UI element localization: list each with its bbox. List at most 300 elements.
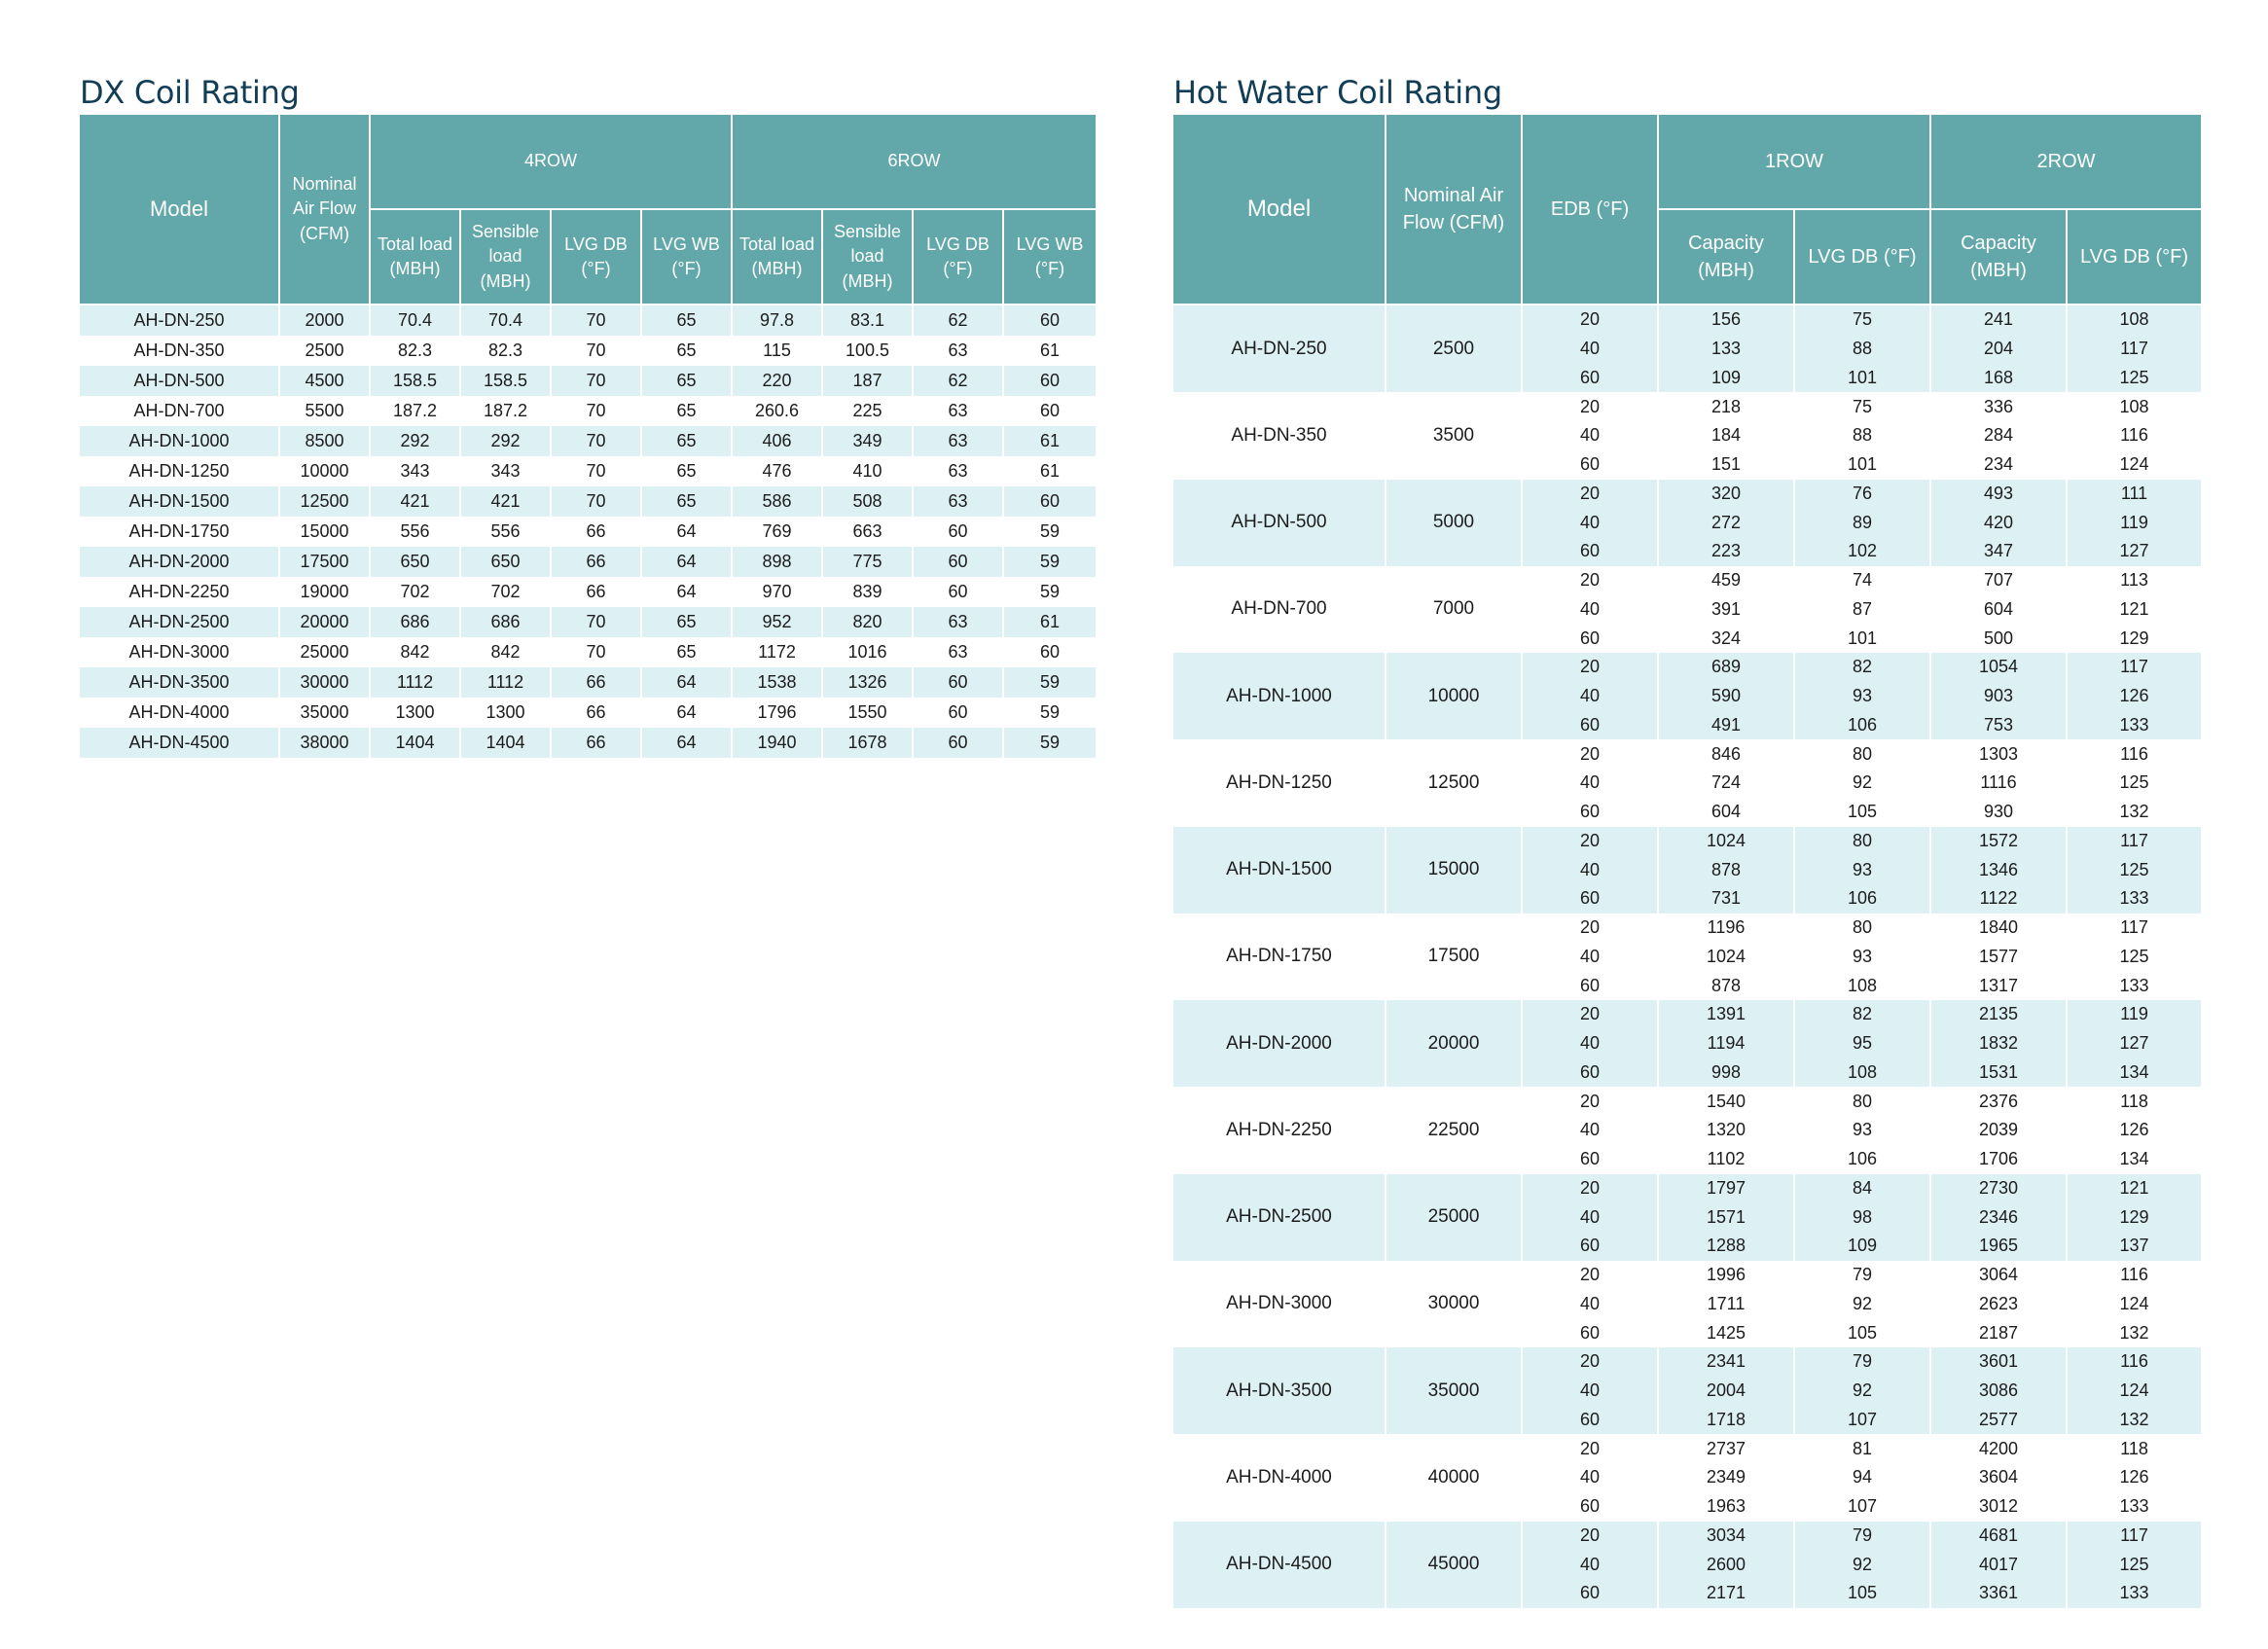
hw-cell-1row-capacity: 724 <box>1658 769 1794 798</box>
dx-cell-4row-lvg-db: 66 <box>551 577 641 607</box>
dx-cell-6row-lvg-wb: 60 <box>1003 396 1096 426</box>
dx-cell-6row-sensible-load: 1550 <box>822 698 913 728</box>
hot-water-coil-rating-table <box>1173 115 2201 1608</box>
dx-cell-model: AH-DN-1000 <box>80 426 279 456</box>
dx-cell-6row-total-load: 769 <box>732 517 822 547</box>
table-row <box>1173 914 2201 943</box>
hw-cell-2row-capacity: 1531 <box>1930 1058 2067 1088</box>
dx-cell-air-flow: 8500 <box>279 426 370 456</box>
hw-cell-2row-lvg-db: 116 <box>2067 421 2201 450</box>
hw-cell-1row-lvg-db: 106 <box>1794 884 1930 914</box>
hw-cell-2row-capacity: 168 <box>1930 364 2067 393</box>
table-row <box>1173 392 2201 421</box>
table-row <box>80 607 1096 637</box>
dx-cell-air-flow: 30000 <box>279 667 370 698</box>
hw-cell-1row-capacity: 2737 <box>1658 1434 1794 1463</box>
hw-cell-2row-capacity: 1122 <box>1930 884 2067 914</box>
dx-cell-6row-sensible-load: 508 <box>822 486 913 517</box>
hw-cell-edb: 60 <box>1522 971 1658 1000</box>
hw-cell-model: AH-DN-3500 <box>1173 1347 1386 1434</box>
dx-cell-4row-lvg-db: 70 <box>551 336 641 366</box>
dx-cell-4row-lvg-db: 70 <box>551 426 641 456</box>
dx-cell-6row-sensible-load: 1016 <box>822 637 913 667</box>
hw-cell-2row-lvg-db: 127 <box>2067 537 2201 566</box>
hw-cell-air-flow: 2500 <box>1386 305 1522 392</box>
dx-cell-air-flow: 12500 <box>279 486 370 517</box>
hw-cell-2row-capacity: 1317 <box>1930 971 2067 1000</box>
hw-cell-edb: 60 <box>1522 1145 1658 1174</box>
dx-cell-4row-sensible-load: 686 <box>460 607 551 637</box>
hw-cell-edb: 20 <box>1522 739 1658 769</box>
table-row <box>80 426 1096 456</box>
hw-cell-1row-lvg-db: 101 <box>1794 624 1930 653</box>
hw-cell-model: AH-DN-1500 <box>1173 827 1386 914</box>
hw-cell-2row-lvg-db: 134 <box>2067 1058 2201 1088</box>
dx-cell-6row-lvg-db: 63 <box>913 396 1003 426</box>
hw-cell-1row-capacity: 1797 <box>1658 1174 1794 1203</box>
dx-cell-4row-sensible-load: 187.2 <box>460 396 551 426</box>
hw-cell-2row-capacity: 420 <box>1930 508 2067 537</box>
hw-cell-2row-lvg-db: 132 <box>2067 1406 2201 1435</box>
hw-cell-1row-capacity: 1425 <box>1658 1318 1794 1347</box>
dx-cell-4row-sensible-load: 70.4 <box>460 305 551 336</box>
dx-subheader-lvg-db: LVG DB (°F) <box>551 209 641 305</box>
hw-header-2row: 2ROW <box>1930 115 2201 209</box>
hw-cell-edb: 40 <box>1522 1463 1658 1492</box>
hw-cell-air-flow: 25000 <box>1386 1174 1522 1261</box>
dx-cell-6row-lvg-wb: 61 <box>1003 426 1096 456</box>
dx-cell-4row-sensible-load: 158.5 <box>460 366 551 396</box>
hw-cell-2row-capacity: 4681 <box>1930 1522 2067 1551</box>
dx-subheader-total-load: Total load (MBH) <box>732 209 822 305</box>
hw-cell-edb: 40 <box>1522 1290 1658 1319</box>
hw-cell-2row-capacity: 2577 <box>1930 1406 2067 1435</box>
hw-cell-1row-lvg-db: 93 <box>1794 855 1930 884</box>
hw-cell-1row-lvg-db: 109 <box>1794 1232 1930 1261</box>
hw-subheader-lvg-db: LVG DB (°F) <box>2067 209 2201 305</box>
hw-cell-1row-lvg-db: 108 <box>1794 971 1930 1000</box>
hw-cell-2row-capacity: 1840 <box>1930 914 2067 943</box>
hw-cell-model: AH-DN-1250 <box>1173 739 1386 826</box>
hw-cell-1row-capacity: 272 <box>1658 508 1794 537</box>
dx-cell-4row-lvg-db: 70 <box>551 305 641 336</box>
hw-cell-edb: 20 <box>1522 1434 1658 1463</box>
hw-cell-2row-lvg-db: 129 <box>2067 1202 2201 1232</box>
dx-cell-6row-lvg-db: 63 <box>913 486 1003 517</box>
dx-cell-model: AH-DN-1250 <box>80 456 279 486</box>
dx-cell-model: AH-DN-4000 <box>80 698 279 728</box>
dx-cell-6row-sensible-load: 1678 <box>822 728 913 758</box>
hw-cell-edb: 60 <box>1522 1318 1658 1347</box>
dx-cell-4row-total-load: 187.2 <box>370 396 460 426</box>
hw-cell-1row-capacity: 998 <box>1658 1058 1794 1088</box>
hw-cell-1row-capacity: 878 <box>1658 855 1794 884</box>
dx-cell-4row-total-load: 842 <box>370 637 460 667</box>
hw-cell-2row-capacity: 3012 <box>1930 1492 2067 1522</box>
hw-cell-1row-capacity: 731 <box>1658 884 1794 914</box>
dx-cell-air-flow: 35000 <box>279 698 370 728</box>
hw-cell-1row-lvg-db: 93 <box>1794 943 1930 972</box>
hw-cell-1row-capacity: 223 <box>1658 537 1794 566</box>
hw-cell-2row-capacity: 1706 <box>1930 1145 2067 1174</box>
dx-cell-6row-sensible-load: 839 <box>822 577 913 607</box>
dx-header-4row: 4ROW <box>370 115 732 209</box>
hw-cell-1row-capacity: 184 <box>1658 421 1794 450</box>
hw-header-air-flow: Nominal Air Flow (CFM) <box>1386 115 1522 305</box>
hw-cell-model: AH-DN-4500 <box>1173 1522 1386 1608</box>
dx-cell-4row-sensible-load: 1112 <box>460 667 551 698</box>
hw-cell-1row-lvg-db: 95 <box>1794 1029 1930 1058</box>
dx-cell-4row-lvg-wb: 65 <box>641 456 732 486</box>
hw-cell-1row-lvg-db: 88 <box>1794 421 1930 450</box>
table-row <box>1173 1174 2201 1203</box>
dx-cell-6row-lvg-wb: 59 <box>1003 517 1096 547</box>
hw-cell-2row-capacity: 903 <box>1930 682 2067 711</box>
hw-cell-2row-lvg-db: 125 <box>2067 364 2201 393</box>
dx-cell-4row-sensible-load: 82.3 <box>460 336 551 366</box>
table-row <box>1173 1434 2201 1463</box>
hw-cell-model: AH-DN-2000 <box>1173 1000 1386 1087</box>
hw-cell-edb: 20 <box>1522 914 1658 943</box>
hw-cell-2row-capacity: 2039 <box>1930 1116 2067 1145</box>
hw-cell-2row-lvg-db: 111 <box>2067 480 2201 509</box>
dx-cell-6row-sensible-load: 187 <box>822 366 913 396</box>
hw-cell-1row-capacity: 2341 <box>1658 1347 1794 1377</box>
dx-cell-4row-total-load: 650 <box>370 547 460 577</box>
hw-cell-1row-capacity: 391 <box>1658 595 1794 625</box>
hw-cell-model: AH-DN-3000 <box>1173 1261 1386 1347</box>
table-row <box>80 698 1096 728</box>
dx-cell-model: AH-DN-1500 <box>80 486 279 517</box>
dx-cell-4row-lvg-wb: 65 <box>641 396 732 426</box>
hw-cell-2row-capacity: 336 <box>1930 392 2067 421</box>
hw-cell-edb: 60 <box>1522 364 1658 393</box>
hw-cell-1row-lvg-db: 89 <box>1794 508 1930 537</box>
hw-cell-model: AH-DN-350 <box>1173 392 1386 479</box>
hw-subheader-capacity: Capacity (MBH) <box>1658 209 1794 305</box>
hw-cell-2row-lvg-db: 116 <box>2067 1347 2201 1377</box>
dx-cell-6row-sensible-load: 100.5 <box>822 336 913 366</box>
hw-cell-2row-capacity: 1346 <box>1930 855 2067 884</box>
hw-cell-edb: 60 <box>1522 711 1658 740</box>
dx-cell-6row-total-load: 260.6 <box>732 396 822 426</box>
hw-cell-1row-lvg-db: 81 <box>1794 1434 1930 1463</box>
hot-water-coil-rating-title: Hot Water Coil Rating <box>1173 74 1502 111</box>
hw-cell-1row-capacity: 109 <box>1658 364 1794 393</box>
hw-cell-2row-capacity: 604 <box>1930 595 2067 625</box>
hw-cell-2row-capacity: 500 <box>1930 624 2067 653</box>
hw-cell-edb: 20 <box>1522 566 1658 595</box>
table-row <box>1173 1522 2201 1551</box>
dx-cell-6row-lvg-db: 60 <box>913 577 1003 607</box>
table-row <box>1173 1347 2201 1377</box>
dx-cell-4row-total-load: 158.5 <box>370 366 460 396</box>
dx-cell-model: AH-DN-500 <box>80 366 279 396</box>
hw-cell-1row-lvg-db: 87 <box>1794 595 1930 625</box>
hw-cell-1row-capacity: 1288 <box>1658 1232 1794 1261</box>
dx-cell-air-flow: 20000 <box>279 607 370 637</box>
dx-cell-4row-lvg-db: 70 <box>551 637 641 667</box>
dx-cell-model: AH-DN-4500 <box>80 728 279 758</box>
dx-cell-4row-total-load: 82.3 <box>370 336 460 366</box>
hw-cell-2row-lvg-db: 124 <box>2067 1290 2201 1319</box>
hw-cell-2row-lvg-db: 117 <box>2067 827 2201 856</box>
dx-cell-6row-total-load: 1796 <box>732 698 822 728</box>
hw-cell-edb: 40 <box>1522 943 1658 972</box>
hw-cell-2row-capacity: 1116 <box>1930 769 2067 798</box>
hw-cell-2row-capacity: 707 <box>1930 566 2067 595</box>
hw-cell-2row-capacity: 2623 <box>1930 1290 2067 1319</box>
hw-table-body <box>1173 305 2201 1608</box>
table-row <box>1173 566 2201 595</box>
hw-cell-1row-lvg-db: 74 <box>1794 566 1930 595</box>
dx-subheader-lvg-wb: LVG WB (°F) <box>641 209 732 305</box>
dx-cell-4row-lvg-db: 70 <box>551 396 641 426</box>
hw-cell-1row-capacity: 2600 <box>1658 1550 1794 1579</box>
hw-cell-1row-capacity: 1391 <box>1658 1000 1794 1029</box>
dx-cell-4row-sensible-load: 292 <box>460 426 551 456</box>
hw-cell-2row-capacity: 347 <box>1930 537 2067 566</box>
dx-cell-4row-lvg-db: 66 <box>551 728 641 758</box>
table-row <box>80 305 1096 336</box>
table-row <box>80 336 1096 366</box>
hw-cell-edb: 60 <box>1522 624 1658 653</box>
hw-cell-2row-capacity: 1832 <box>1930 1029 2067 1058</box>
hw-cell-2row-lvg-db: 124 <box>2067 450 2201 480</box>
dx-cell-4row-lvg-wb: 64 <box>641 728 732 758</box>
dx-cell-4row-sensible-load: 343 <box>460 456 551 486</box>
table-row <box>80 396 1096 426</box>
hw-cell-model: AH-DN-250 <box>1173 305 1386 392</box>
dx-subheader-sensible-load: Sensible load (MBH) <box>822 209 913 305</box>
hw-cell-1row-lvg-db: 92 <box>1794 1377 1930 1406</box>
hw-cell-2row-lvg-db: 125 <box>2067 855 2201 884</box>
dx-cell-6row-lvg-wb: 60 <box>1003 305 1096 336</box>
dx-cell-4row-sensible-load: 1300 <box>460 698 551 728</box>
hw-cell-2row-lvg-db: 116 <box>2067 1261 2201 1290</box>
hw-cell-2row-lvg-db: 133 <box>2067 884 2201 914</box>
dx-cell-model: AH-DN-1750 <box>80 517 279 547</box>
dx-cell-4row-lvg-wb: 64 <box>641 698 732 728</box>
hw-cell-2row-lvg-db: 117 <box>2067 653 2201 682</box>
dx-cell-6row-lvg-wb: 59 <box>1003 698 1096 728</box>
hw-cell-1row-capacity: 156 <box>1658 305 1794 335</box>
dx-cell-4row-total-load: 1404 <box>370 728 460 758</box>
hw-cell-air-flow: 30000 <box>1386 1261 1522 1347</box>
hw-cell-1row-lvg-db: 94 <box>1794 1463 1930 1492</box>
dx-cell-6row-total-load: 970 <box>732 577 822 607</box>
hw-cell-2row-lvg-db: 132 <box>2067 798 2201 827</box>
hw-cell-1row-lvg-db: 106 <box>1794 711 1930 740</box>
hw-cell-2row-lvg-db: 125 <box>2067 769 2201 798</box>
hw-cell-2row-capacity: 2135 <box>1930 1000 2067 1029</box>
table-row <box>1173 739 2201 769</box>
hw-cell-2row-capacity: 2376 <box>1930 1087 2067 1116</box>
hw-cell-2row-capacity: 3601 <box>1930 1347 2067 1377</box>
hw-cell-1row-lvg-db: 80 <box>1794 914 1930 943</box>
hw-cell-2row-lvg-db: 119 <box>2067 508 2201 537</box>
hw-cell-1row-capacity: 1320 <box>1658 1116 1794 1145</box>
dx-cell-4row-lvg-db: 66 <box>551 547 641 577</box>
hw-cell-2row-capacity: 284 <box>1930 421 2067 450</box>
table-row <box>1173 480 2201 509</box>
hw-cell-1row-lvg-db: 108 <box>1794 1058 1930 1088</box>
hw-cell-1row-capacity: 1963 <box>1658 1492 1794 1522</box>
hw-cell-edb: 20 <box>1522 1347 1658 1377</box>
dx-cell-6row-lvg-db: 60 <box>913 698 1003 728</box>
dx-cell-6row-total-load: 115 <box>732 336 822 366</box>
hw-cell-1row-capacity: 324 <box>1658 624 1794 653</box>
hw-cell-1row-capacity: 1718 <box>1658 1406 1794 1435</box>
dx-cell-model: AH-DN-700 <box>80 396 279 426</box>
hw-cell-edb: 20 <box>1522 392 1658 421</box>
hw-cell-1row-capacity: 1711 <box>1658 1290 1794 1319</box>
hw-cell-1row-lvg-db: 93 <box>1794 1116 1930 1145</box>
hw-cell-model: AH-DN-2500 <box>1173 1174 1386 1261</box>
dx-cell-4row-lvg-db: 70 <box>551 366 641 396</box>
dx-cell-4row-lvg-db: 70 <box>551 486 641 517</box>
hw-cell-2row-lvg-db: 137 <box>2067 1232 2201 1261</box>
dx-table-body <box>80 305 1096 758</box>
hw-cell-edb: 60 <box>1522 1492 1658 1522</box>
hw-cell-1row-lvg-db: 105 <box>1794 798 1930 827</box>
dx-cell-6row-lvg-wb: 60 <box>1003 366 1096 396</box>
table-row <box>1173 305 2201 335</box>
hw-cell-1row-capacity: 1996 <box>1658 1261 1794 1290</box>
hw-header-1row: 1ROW <box>1658 115 1930 209</box>
hw-cell-1row-lvg-db: 79 <box>1794 1522 1930 1551</box>
hw-cell-model: AH-DN-1750 <box>1173 914 1386 1000</box>
hw-cell-edb: 40 <box>1522 1550 1658 1579</box>
hw-cell-1row-lvg-db: 82 <box>1794 653 1930 682</box>
dx-cell-model: AH-DN-2250 <box>80 577 279 607</box>
hw-cell-2row-lvg-db: 134 <box>2067 1145 2201 1174</box>
dx-cell-air-flow: 17500 <box>279 547 370 577</box>
dx-cell-4row-sensible-load: 556 <box>460 517 551 547</box>
hw-header-model: Model <box>1173 115 1386 305</box>
hw-cell-2row-capacity: 753 <box>1930 711 2067 740</box>
hw-cell-1row-capacity: 491 <box>1658 711 1794 740</box>
dx-cell-4row-lvg-wb: 64 <box>641 577 732 607</box>
hw-cell-edb: 40 <box>1522 682 1658 711</box>
table-row <box>80 517 1096 547</box>
dx-cell-6row-lvg-wb: 59 <box>1003 577 1096 607</box>
dx-cell-4row-total-load: 686 <box>370 607 460 637</box>
hw-cell-2row-capacity: 241 <box>1930 305 2067 335</box>
dx-cell-4row-total-load: 70.4 <box>370 305 460 336</box>
dx-cell-4row-total-load: 556 <box>370 517 460 547</box>
hw-cell-1row-lvg-db: 82 <box>1794 1000 1930 1029</box>
hw-subheader-capacity: Capacity (MBH) <box>1930 209 2067 305</box>
table-row <box>1173 1000 2201 1029</box>
hw-cell-1row-lvg-db: 76 <box>1794 480 1930 509</box>
hw-cell-2row-lvg-db: 132 <box>2067 1318 2201 1347</box>
hw-cell-2row-lvg-db: 119 <box>2067 1000 2201 1029</box>
dx-cell-6row-total-load: 97.8 <box>732 305 822 336</box>
dx-cell-6row-lvg-wb: 59 <box>1003 667 1096 698</box>
hw-cell-2row-capacity: 3064 <box>1930 1261 2067 1290</box>
hw-cell-edb: 20 <box>1522 1174 1658 1203</box>
dx-cell-6row-lvg-db: 63 <box>913 336 1003 366</box>
dx-cell-6row-total-load: 476 <box>732 456 822 486</box>
hw-cell-edb: 40 <box>1522 1377 1658 1406</box>
dx-cell-6row-lvg-db: 60 <box>913 667 1003 698</box>
dx-cell-4row-sensible-load: 702 <box>460 577 551 607</box>
table-row <box>80 667 1096 698</box>
dx-cell-4row-total-load: 702 <box>370 577 460 607</box>
dx-cell-air-flow: 15000 <box>279 517 370 547</box>
table-row <box>80 366 1096 396</box>
dx-cell-4row-lvg-db: 66 <box>551 667 641 698</box>
dx-cell-6row-sensible-load: 225 <box>822 396 913 426</box>
dx-coil-rating-title: DX Coil Rating <box>80 74 300 111</box>
hw-cell-2row-lvg-db: 117 <box>2067 335 2201 364</box>
hw-cell-edb: 60 <box>1522 1406 1658 1435</box>
hw-cell-2row-lvg-db: 108 <box>2067 305 2201 335</box>
hw-cell-2row-lvg-db: 125 <box>2067 1550 2201 1579</box>
dx-cell-6row-lvg-db: 60 <box>913 547 1003 577</box>
dx-cell-6row-lvg-wb: 60 <box>1003 637 1096 667</box>
dx-cell-4row-total-load: 292 <box>370 426 460 456</box>
hw-cell-2row-lvg-db: 121 <box>2067 595 2201 625</box>
hw-cell-edb: 40 <box>1522 335 1658 364</box>
hw-cell-air-flow: 10000 <box>1386 653 1522 739</box>
hw-cell-1row-lvg-db: 93 <box>1794 682 1930 711</box>
dx-cell-6row-sensible-load: 820 <box>822 607 913 637</box>
dx-cell-6row-lvg-db: 63 <box>913 426 1003 456</box>
dx-cell-6row-sensible-load: 1326 <box>822 667 913 698</box>
dx-cell-air-flow: 2500 <box>279 336 370 366</box>
hw-cell-1row-capacity: 2349 <box>1658 1463 1794 1492</box>
dx-cell-4row-sensible-load: 1404 <box>460 728 551 758</box>
hw-cell-edb: 40 <box>1522 1029 1658 1058</box>
dx-cell-6row-lvg-wb: 61 <box>1003 456 1096 486</box>
hw-cell-2row-lvg-db: 118 <box>2067 1087 2201 1116</box>
dx-subheader-lvg-wb: LVG WB (°F) <box>1003 209 1096 305</box>
hw-cell-1row-lvg-db: 80 <box>1794 739 1930 769</box>
hw-cell-edb: 40 <box>1522 1116 1658 1145</box>
hw-cell-1row-capacity: 1102 <box>1658 1145 1794 1174</box>
dx-cell-4row-lvg-wb: 64 <box>641 547 732 577</box>
hw-cell-edb: 60 <box>1522 537 1658 566</box>
table-row <box>80 637 1096 667</box>
hw-cell-edb: 60 <box>1522 1232 1658 1261</box>
hw-cell-1row-capacity: 1024 <box>1658 827 1794 856</box>
dx-cell-model: AH-DN-3000 <box>80 637 279 667</box>
hw-cell-edb: 20 <box>1522 480 1658 509</box>
dx-cell-6row-total-load: 898 <box>732 547 822 577</box>
hw-cell-1row-lvg-db: 88 <box>1794 335 1930 364</box>
hw-cell-model: AH-DN-500 <box>1173 480 1386 566</box>
hw-cell-1row-capacity: 2171 <box>1658 1579 1794 1608</box>
dx-cell-6row-total-load: 1538 <box>732 667 822 698</box>
dx-cell-6row-lvg-wb: 59 <box>1003 547 1096 577</box>
hw-cell-1row-lvg-db: 92 <box>1794 1550 1930 1579</box>
hw-cell-1row-capacity: 218 <box>1658 392 1794 421</box>
dx-cell-6row-total-load: 586 <box>732 486 822 517</box>
hw-header-edb: EDB (°F) <box>1522 115 1658 305</box>
hw-cell-air-flow: 20000 <box>1386 1000 1522 1087</box>
hw-cell-1row-capacity: 3034 <box>1658 1522 1794 1551</box>
hw-cell-edb: 20 <box>1522 305 1658 335</box>
hw-cell-1row-lvg-db: 107 <box>1794 1492 1930 1522</box>
hw-cell-2row-lvg-db: 117 <box>2067 914 2201 943</box>
hw-cell-2row-lvg-db: 124 <box>2067 1377 2201 1406</box>
dx-cell-6row-total-load: 1172 <box>732 637 822 667</box>
hw-cell-1row-capacity: 1540 <box>1658 1087 1794 1116</box>
hw-cell-edb: 40 <box>1522 769 1658 798</box>
dx-cell-4row-lvg-wb: 65 <box>641 426 732 456</box>
